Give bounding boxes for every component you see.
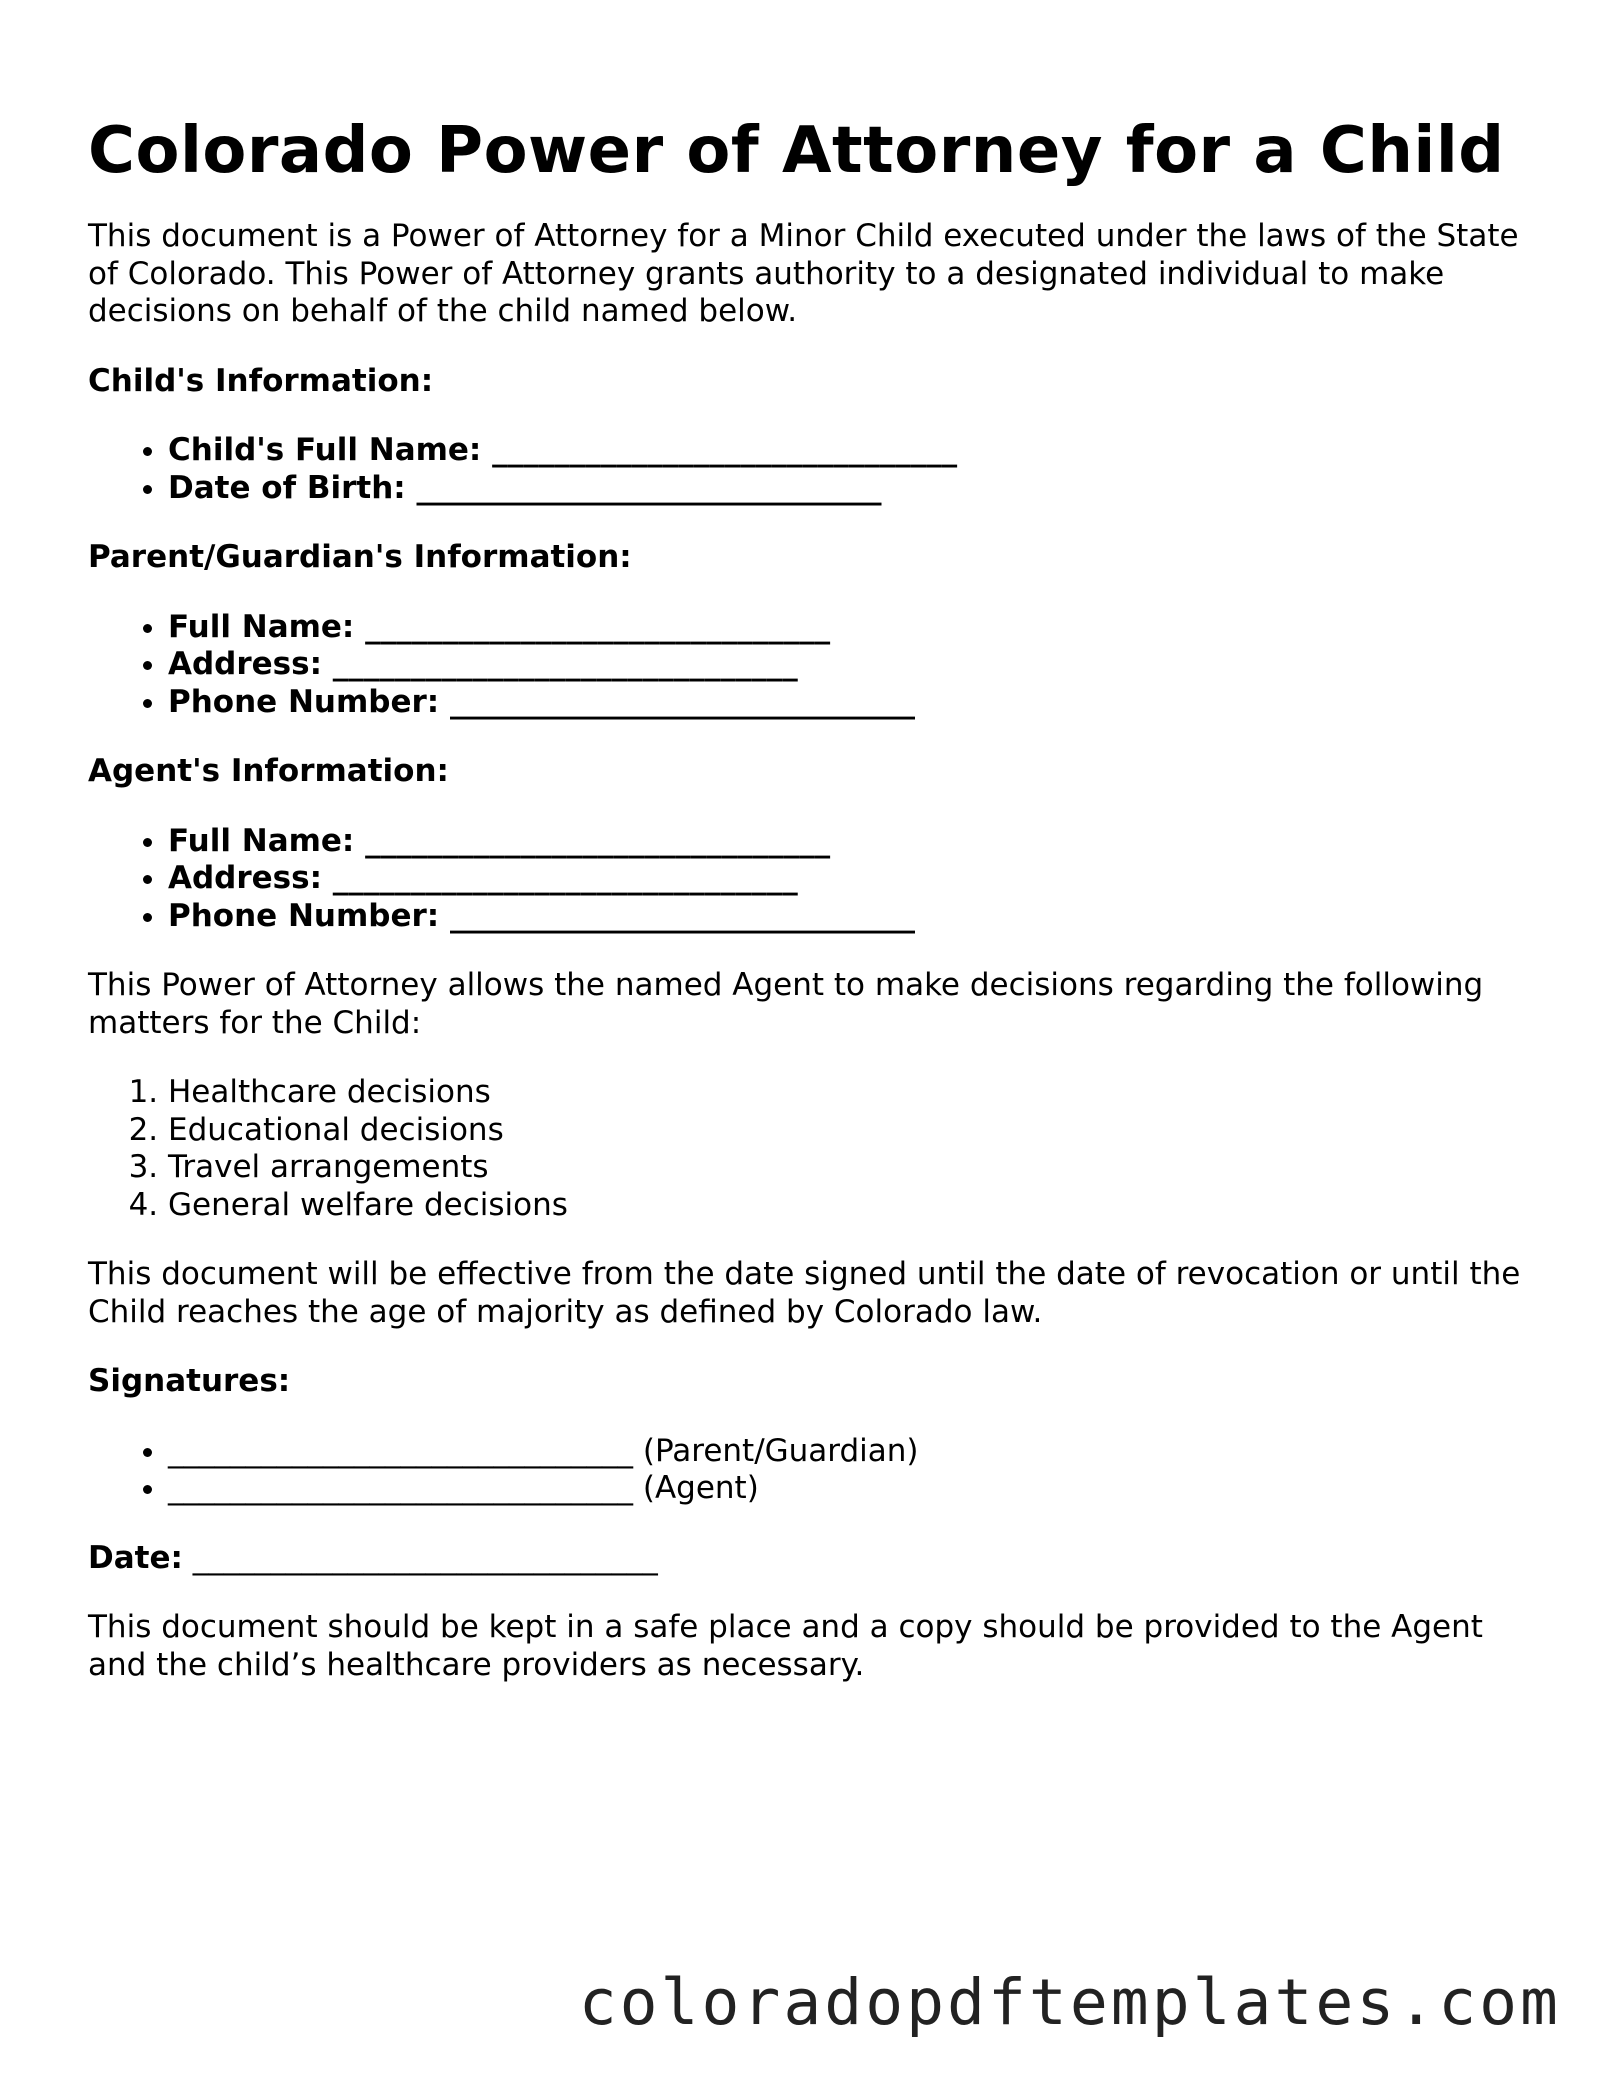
- parent-address-field[interactable]: ______________________________: [332, 646, 798, 682]
- list-item: [168, 609, 1528, 647]
- list-item: [168, 470, 1528, 508]
- field-label: Address:: [168, 646, 322, 682]
- agent-signature-field[interactable]: ______________________________: [168, 1470, 633, 1506]
- powers-list: [88, 1074, 1528, 1224]
- document-page: [88, 110, 1528, 1716]
- list-item: [168, 1470, 1528, 1508]
- effective-paragraph: This document will be effective from the date signed until the date of revocation or until the Child reaches the age of majority as defined by Colorado law.: [88, 1256, 1521, 1330]
- list-item: 2. Educational decisions: [168, 1112, 1528, 1150]
- list-item: [168, 898, 1528, 936]
- list-item: [168, 432, 1528, 470]
- field-label: Child's Full Name:: [168, 432, 482, 468]
- field-label: Full Name:: [168, 608, 355, 645]
- child-info-list: [88, 432, 1528, 507]
- childs-full-name-field[interactable]: ______________________________: [492, 432, 958, 468]
- agent-address-field[interactable]: ______________________________: [332, 860, 798, 896]
- field-label: Date of Birth:: [168, 469, 406, 506]
- site-watermark: coloradopdftemplates.com: [578, 1966, 1561, 2039]
- child-info-heading: Child's Information:: [88, 362, 434, 399]
- field-label: Phone Number:: [168, 683, 440, 720]
- closing-paragraph: This document should be kept in a safe place and a copy should be provided to the Agent and the child’s healthcare providers as necessary.: [88, 1609, 1483, 1683]
- list-item: [168, 860, 1528, 898]
- field-label: Address:: [168, 860, 322, 896]
- agent-full-name-field[interactable]: ______________________________: [365, 822, 831, 859]
- agent-phone-field[interactable]: ______________________________: [450, 897, 915, 934]
- signature-role: (Parent/Guardian): [642, 1432, 919, 1469]
- powers-intro-paragraph: This Power of Attorney allows the named Agent to make decisions regarding the following matters for the Child:: [88, 967, 1484, 1041]
- list-item: [168, 1433, 1528, 1471]
- list-item: [168, 646, 1528, 684]
- agent-info-list: [88, 823, 1528, 936]
- list-item: [168, 684, 1528, 722]
- list-item: [168, 823, 1528, 861]
- page-title: Colorado Power of Attorney for a Child: [88, 114, 1505, 188]
- signature-role: (Agent): [642, 1470, 759, 1506]
- date-label: Date:: [88, 1539, 183, 1576]
- date-of-birth-field[interactable]: ______________________________: [416, 469, 882, 506]
- signatures-list: [88, 1433, 1528, 1508]
- parent-full-name-field[interactable]: ______________________________: [365, 608, 831, 645]
- field-label: Full Name:: [168, 822, 355, 859]
- parent-phone-field[interactable]: ______________________________: [450, 683, 915, 720]
- agent-info-heading: Agent's Information:: [88, 753, 449, 789]
- parent-info-list: [88, 609, 1528, 722]
- date-field[interactable]: ______________________________: [192, 1539, 658, 1576]
- parent-info-heading: Parent/Guardian's Information:: [88, 539, 632, 575]
- parent-signature-field[interactable]: ______________________________: [168, 1432, 633, 1469]
- list-item: 1. Healthcare decisions: [168, 1074, 1528, 1112]
- list-item: 3. Travel arrangements: [168, 1149, 1528, 1187]
- field-label: Phone Number:: [168, 897, 440, 934]
- date-line: [88, 1540, 1528, 1578]
- intro-paragraph: This document is a Power of Attorney for a Minor Child executed under the laws of the State of Colorado. This Power of Attorney grants authority to a designated individual to make decisions on behalf of the child named below.: [88, 218, 1519, 329]
- signatures-heading: Signatures:: [88, 1363, 291, 1399]
- list-item: 4. General welfare decisions: [168, 1187, 1528, 1225]
